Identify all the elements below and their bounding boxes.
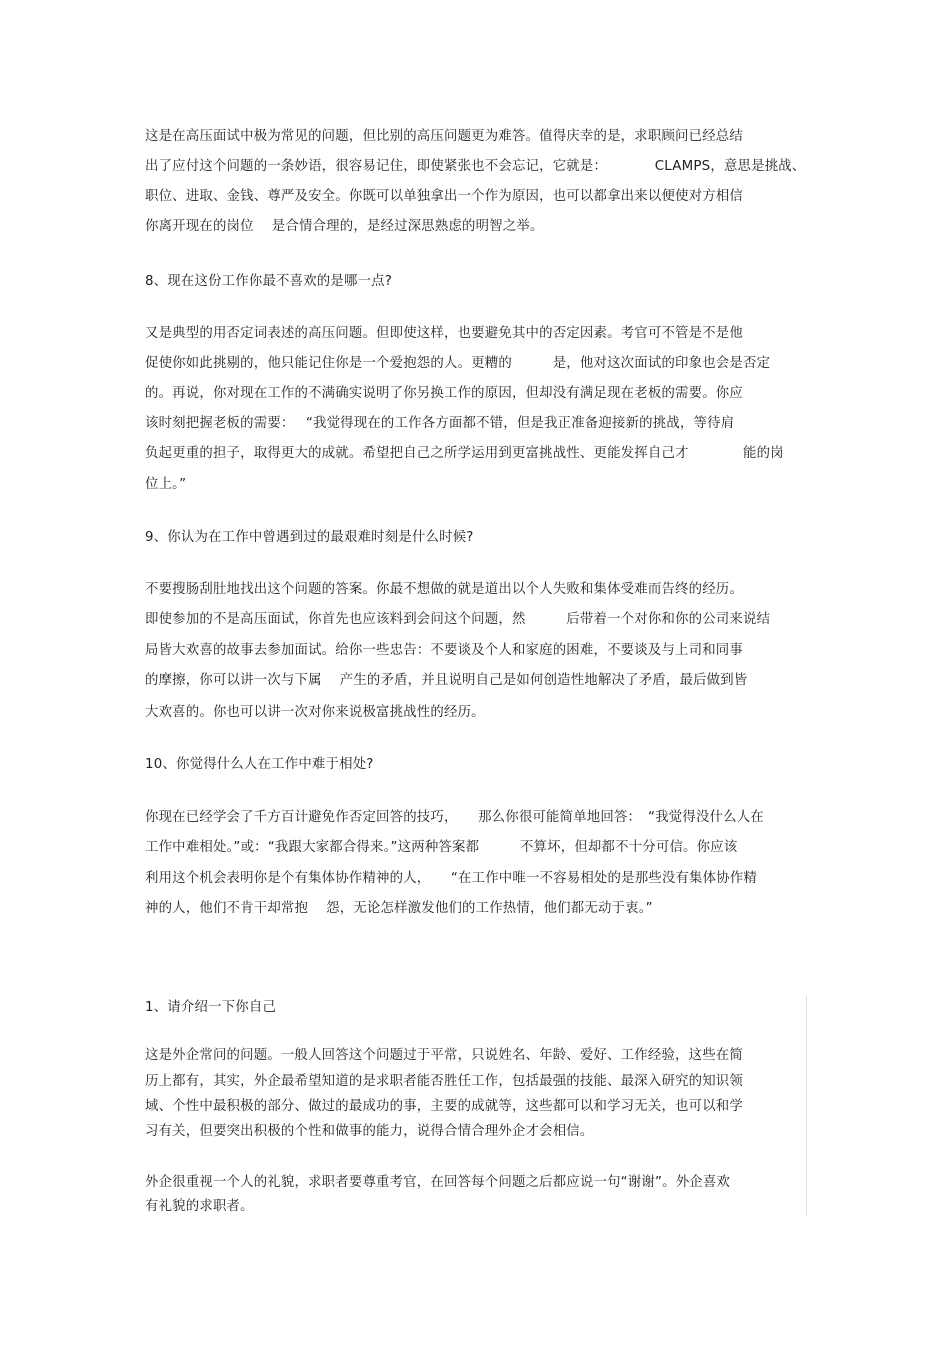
paragraph-line: 出了应付这个问题的一条妙语，很容易记住，即使紧张也不会忘记，它就是： CLAMPS，意思是挑战、: [145, 159, 806, 174]
paragraph-line: 促使你如此挑剔的，他只能记住你是一个爱抱怨的人。更糟的 是，他对这次面试的印象也会是否定: [145, 356, 771, 371]
paragraph-line: 不要搜肠刮肚地找出这个问题的答案。你最不想做的就是道出以个人失败和集体受难而告终的经历。: [145, 582, 743, 597]
paragraph-line: 利用这个机会表明你是个有集体协作精神的人， “在工作中唯一不容易相处的是那些没有集体协作精: [145, 871, 758, 886]
question-heading: 8、现在这份工作你最不喜欢的是哪一点?: [145, 274, 393, 289]
paragraph-line: 这是在高压面试中极为常见的问题，但比别的高压问题更为难答。值得庆幸的是，求职顾问已经总结: [145, 129, 743, 144]
paragraph-line: 即使参加的不是高压面试，你首先也应该料到会问这个问题，然 后带着一个对你和你的公司来说结: [145, 612, 771, 627]
paragraph-line: 你现在已经学会了千方百计避免作否定回答的技巧， 那么你很可能简单地回答： “我觉得没什么人在: [145, 810, 764, 825]
paragraph-line: 的。再说，你对现在工作的不满确实说明了你另换工作的原因，但却没有满足现在老板的需要。你应: [145, 386, 743, 401]
paragraph-line: 位上。”: [145, 477, 187, 492]
question-heading: 1、请介绍一下你自己: [145, 1000, 277, 1015]
paragraph-line: 习有关，但要突出积极的个性和做事的能力，说得合情合理外企才会相信。: [145, 1124, 594, 1139]
paragraph-line: 神的人，他们不肯干却常抱 怨，无论怎样激发他们的工作热情，他们都无动于衷。”: [145, 901, 653, 916]
paragraph-line: 这是外企常问的问题。一般人回答这个问题过于平常，只说姓名、年龄、爱好、工作经验，这些在简: [145, 1048, 743, 1063]
paragraph-line: 负起更重的担子，取得更大的成就。希望把自己之所学运用到更富挑战性、更能发挥自己才 能的岗: [145, 446, 784, 461]
paragraph-line: 的摩擦，你可以讲一次与下属 产生的矛盾，并且说明自己是如何创造性地解决了矛盾，最后做到皆: [145, 673, 748, 688]
paragraph-line: 局皆大欢喜的故事去参加面试。给你一些忠告：不要谈及个人和家庭的困难，不要谈及与上司和同事: [145, 643, 743, 658]
question-heading: 9、你认为在工作中曾遇到过的最艰难时刻是什么时候?: [145, 530, 474, 545]
paragraph-line: 有礼貌的求职者。: [145, 1199, 254, 1214]
paragraph-line: 又是典型的用否定词表述的高压问题。但即使这样，也要避免其中的否定因素。考官可不管是不是他: [145, 326, 743, 341]
paragraph-line: 历上都有，其实，外企最希望知道的是求职者能否胜任工作，包括最强的技能、最深入研究的知识领: [145, 1074, 743, 1089]
paragraph-line: 外企很重视一个人的礼貌，求职者要尊重考官，在回答每个问题之后都应说一句“谢谢”。外企喜欢: [145, 1175, 731, 1190]
paragraph-line: 你离开现在的岗位 是合情合理的，是经过深思熟虑的明智之举。: [145, 219, 544, 234]
paragraph-line: 域、个性中最积极的部分、做过的最成功的事，主要的成就等，这些都可以和学习无关，也可以和学: [145, 1099, 743, 1114]
question-heading: 10、你觉得什么人在工作中难于相处?: [145, 757, 374, 772]
column-divider: [806, 996, 807, 1216]
paragraph-line: 该时刻把握老板的需要： “我觉得现在的工作各方面都不错，但是我正准备迎接新的挑战，等待肩: [145, 416, 735, 431]
paragraph-line: 职位、进取、金钱、尊严及安全。你既可以单独拿出一个作为原因，也可以都拿出来以便使对方相信: [145, 189, 743, 204]
paragraph-line: 大欢喜的。你也可以讲一次对你来说极富挑战性的经历。: [145, 705, 485, 720]
paragraph-line: 工作中难相处。”或：“我跟大家都合得来。”这两种答案都 不算坏，但却都不十分可信。你应该: [145, 840, 738, 855]
